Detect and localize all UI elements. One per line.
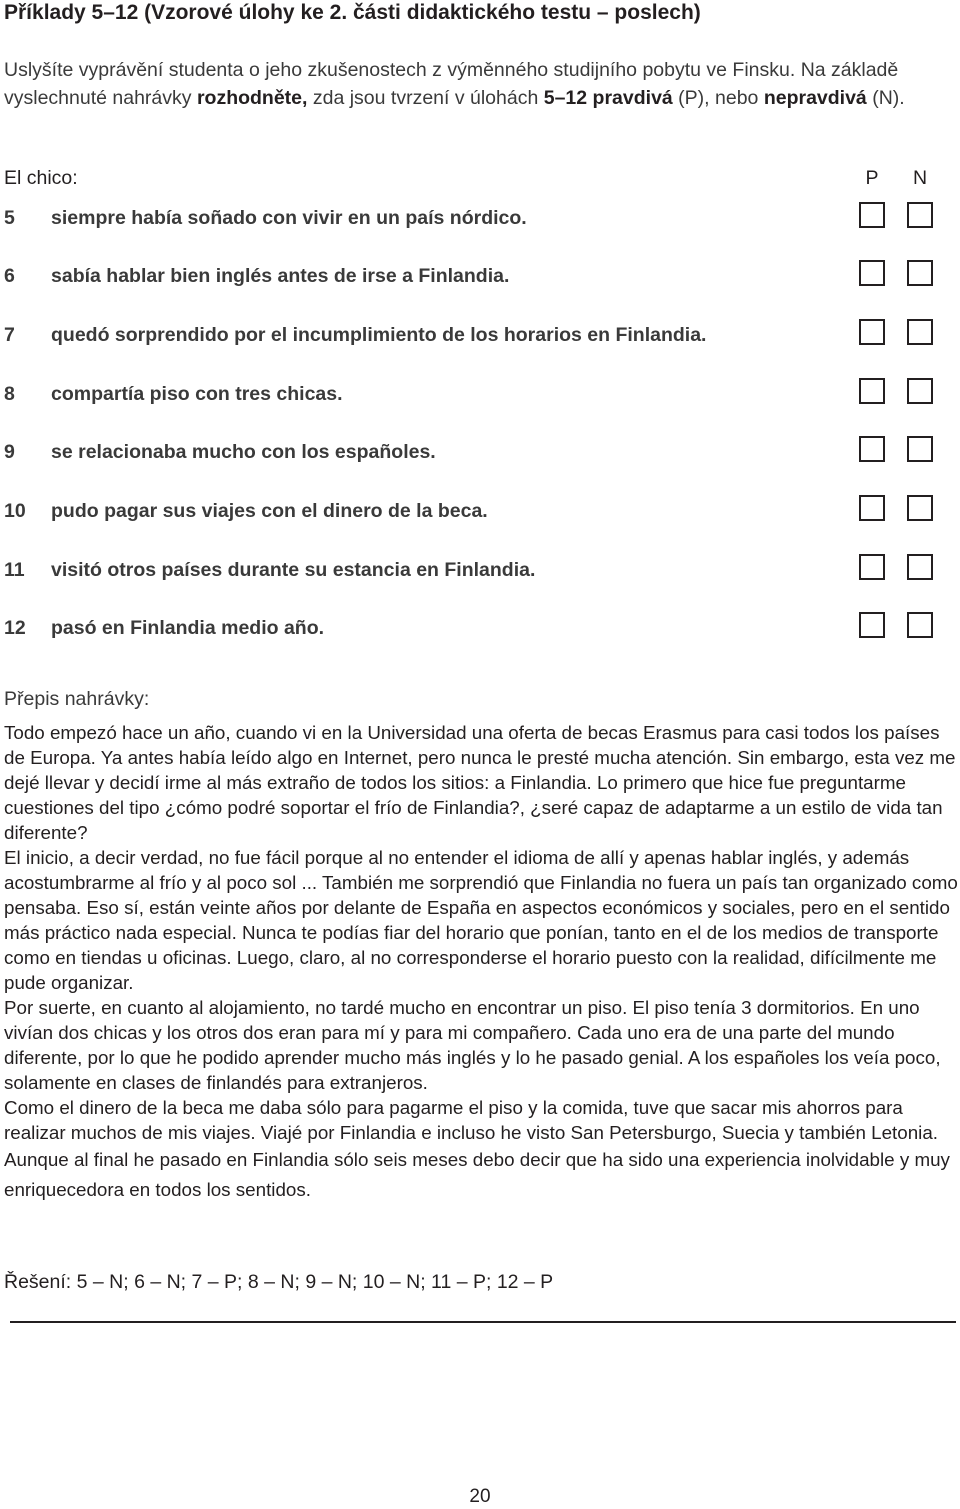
question-number: 10 — [4, 500, 26, 522]
answer-checkbox-false[interactable] — [907, 495, 933, 521]
question-item-5 — [0, 205, 960, 235]
instructions-text-1: Uslyšíte vyprávění studenta o jeho zkušenostech z výměnného studijního pobytu ve Finsku. Na základě vyslechnuté nahrávky — [4, 59, 899, 109]
answer-checkbox-true[interactable] — [859, 495, 885, 521]
answer-checkbox-false[interactable] — [907, 202, 933, 228]
transcript-paragraph: Por suerte, en cuanto al alojamiento, no tardé mucho en encontrar un piso. El piso tenía 3 dormitorios. En uno vivían dos chicas y los otros dos eran para mí y para mi compañero. Cada uno era de una parte del mundo diferente, por lo que he podido aprender mucho más inglés y lo he pasado genial. A los españoles los veía poco, solamente en clases de finlandés para extranjeros. — [4, 997, 941, 1093]
transcript — [4, 720, 958, 1205]
question-item-6 — [0, 263, 960, 293]
column-header-true: P — [865, 167, 879, 189]
question-text: quedó sorprendido por el incumplimiento de los horarios en Finlandia. — [51, 324, 707, 346]
subject-label: El chico: — [4, 167, 78, 189]
question-number: 12 — [4, 617, 26, 639]
column-header-false: N — [912, 167, 928, 189]
instructions-text-2: zda jsou tvrzení v úlohách — [307, 87, 544, 109]
transcript-paragraph: Todo empezó hace un año, cuando vi en la Universidad una oferta de becas Erasmus para casi todos los países de Europa. Ya antes había leído algo en Internet, pero nunca le presté mucha atención. Sin embargo, esta vez me dejé llevar y decidí irme al más extraño de todos los sitios: a Finlandia. Lo primero que hice fue preguntarme cuestiones del tipo ¿cómo podré soportar el frío de Finlandia?, ¿seré capaz de adaptarme a un estilo de vida tan diferente? — [4, 722, 956, 843]
instructions-bold-false: nepravdivá — [763, 87, 867, 109]
question-number: 6 — [4, 265, 15, 287]
answer-checkbox-false[interactable] — [907, 319, 933, 345]
question-item-10 — [0, 498, 960, 528]
instructions-text-5: (N). — [866, 87, 905, 109]
instructions-bold-range: 5–12 — [543, 87, 588, 109]
question-text: visitó otros países durante su estancia en Finlandia. — [51, 559, 536, 581]
answer-checkbox-false[interactable] — [907, 612, 933, 638]
question-text: se relacionaba mucho con los españoles. — [51, 441, 436, 463]
solution-key: Řešení: 5 – N; 6 – N; 7 – P; 8 – N; 9 – N; 10 – N; 11 – P; 12 – P — [4, 1271, 554, 1293]
question-text: pudo pagar sus viajes con el dinero de la beca. — [51, 500, 488, 522]
page-heading: Příklady 5–12 (Vzorové úlohy ke 2. části didaktického testu – poslech) — [4, 1, 701, 24]
question-item-9 — [0, 439, 960, 469]
horizontal-rule — [10, 1321, 956, 1323]
transcript-title: Přepis nahrávky: — [4, 688, 150, 710]
answer-checkbox-false[interactable] — [907, 554, 933, 580]
answer-checkbox-false[interactable] — [907, 378, 933, 404]
question-item-12 — [0, 615, 960, 645]
instructions-bold-true: pravdivá — [592, 87, 673, 109]
question-number: 9 — [4, 441, 15, 463]
page-number: 20 — [469, 1486, 491, 1507]
answer-checkbox-true[interactable] — [859, 612, 885, 638]
question-item-7 — [0, 322, 960, 352]
question-text: sabía hablar bien inglés antes de irse a Finlandia. — [51, 265, 510, 287]
answer-checkbox-true[interactable] — [859, 378, 885, 404]
question-text: siempre había soñado con vivir en un país nórdico. — [51, 207, 527, 229]
question-text: pasó en Finlandia medio año. — [51, 617, 325, 639]
answer-checkbox-true[interactable] — [859, 202, 885, 228]
answer-checkbox-true[interactable] — [859, 260, 885, 286]
question-item-11 — [0, 557, 960, 587]
question-item-8 — [0, 381, 960, 411]
question-number: 7 — [4, 324, 15, 346]
question-text: compartía piso con tres chicas. — [51, 383, 343, 405]
answer-checkbox-false[interactable] — [907, 436, 933, 462]
question-number: 11 — [4, 559, 25, 581]
question-number: 5 — [4, 207, 15, 229]
instructions-bold-decide: rozhodněte, — [196, 87, 308, 109]
transcript-paragraph: Como el dinero de la beca me daba sólo para pagarme el piso y la comida, tuve que sacar mis ahorros para realizar muchos de mis viajes. Viajé por Finlandia e incluso he visto San Petersburgo, Suecia y también Letonia. — [4, 1097, 939, 1143]
transcript-paragraph: Aunque al final he pasado en Finlandia sólo seis meses debo decir que ha sido una experiencia inolvidable y muy enriquecedora en todos los sentidos. — [4, 1149, 950, 1200]
question-number: 8 — [4, 383, 15, 405]
transcript-paragraph: El inicio, a decir verdad, no fue fácil porque al no entender el idioma de allí y apenas hablar inglés, y además acostumbrarme al frío y al poco sol ... También me sorprendió que Finlandia no fuera un país tan organizado como pensaba. Eso sí, están veinte años por delante de España en aspectos económicos y sociales, pero en el sentido más práctico nada especial. Nunca te podías fiar del horario que ponían, tanto en el de los medios de transporte como en tiendas u oficinas. Luego, claro, al no corresponderse el horario puesto con la realidad, difícilmente me pude organizar. — [4, 847, 958, 993]
answer-checkbox-true[interactable] — [859, 436, 885, 462]
answer-checkbox-true[interactable] — [859, 554, 885, 580]
instructions — [4, 56, 954, 112]
instructions-text-4: (P), nebo — [672, 87, 764, 109]
answer-checkbox-true[interactable] — [859, 319, 885, 345]
answer-checkbox-false[interactable] — [907, 260, 933, 286]
